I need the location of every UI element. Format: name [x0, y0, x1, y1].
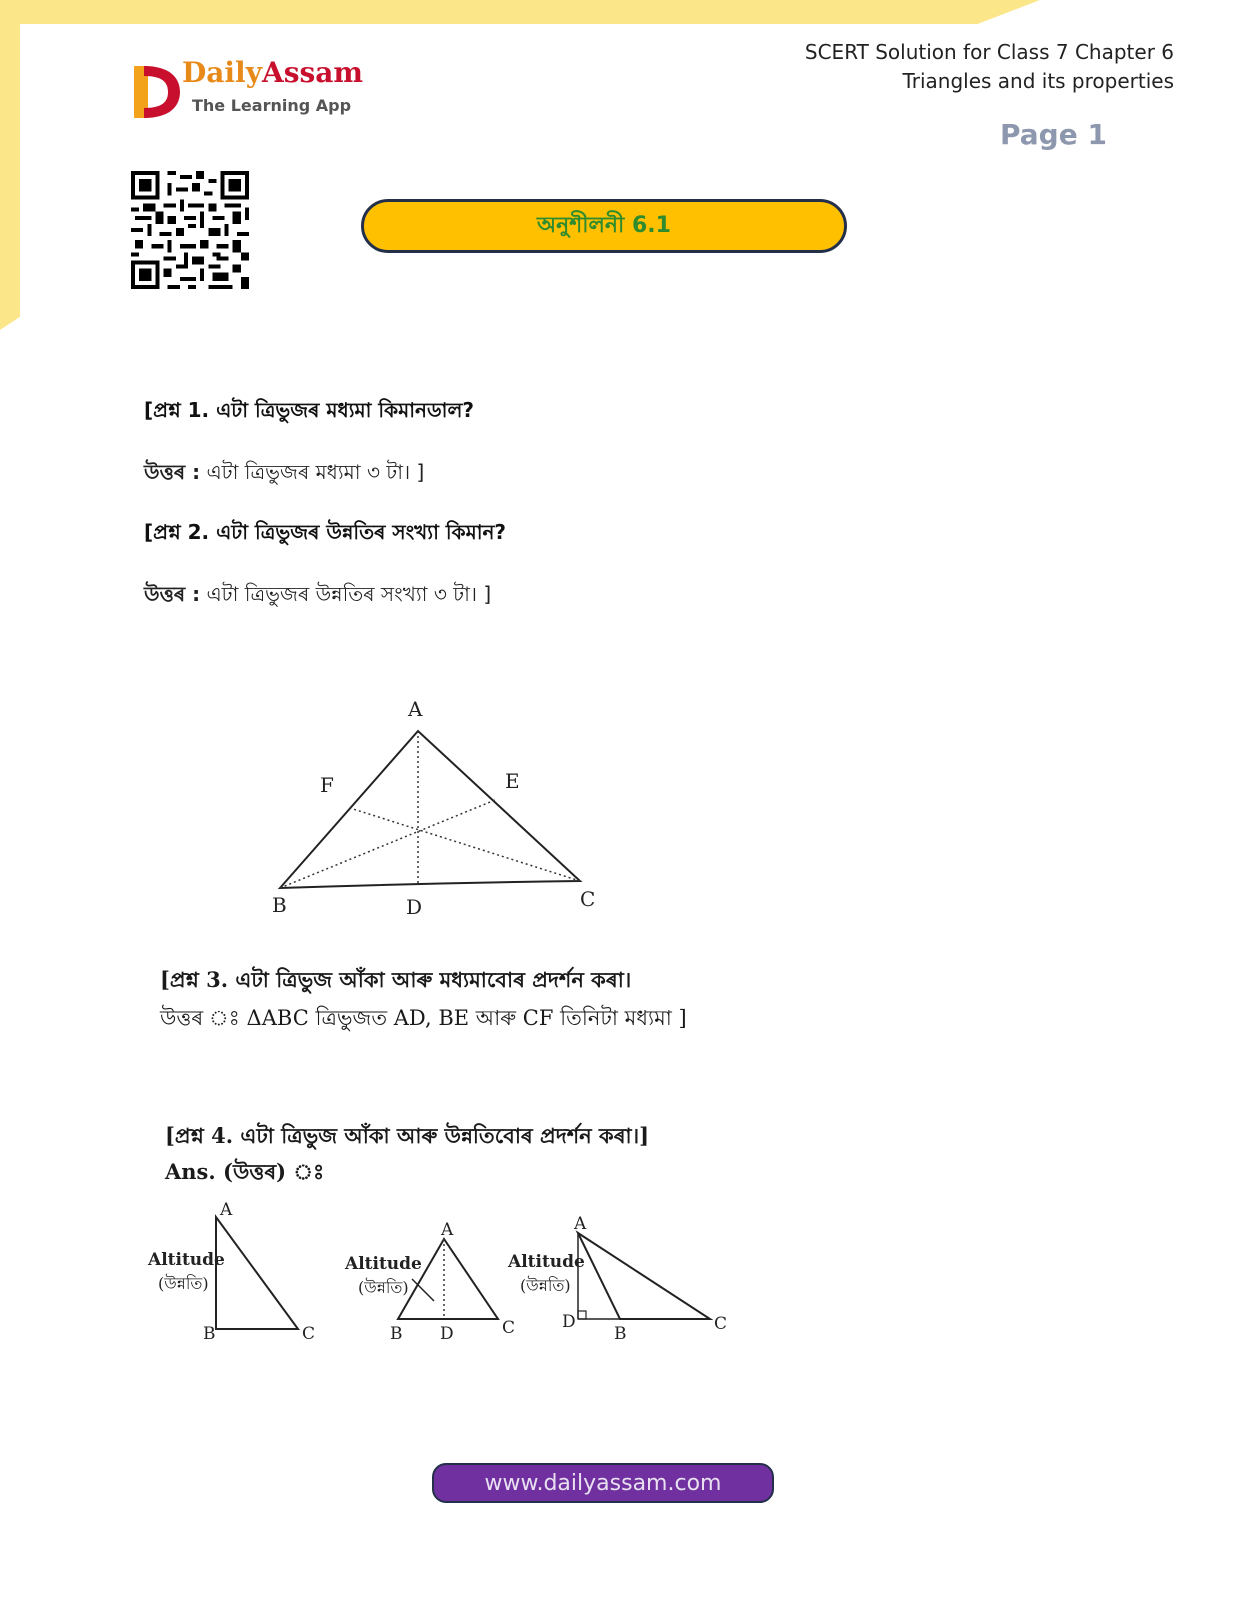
- svg-text:(উন্নতি): (উন্নতি): [358, 1278, 409, 1297]
- median-cf: [350, 808, 580, 881]
- svg-text:Altitude: Altitude: [345, 1254, 422, 1274]
- exercise-banner: অনুশীলনী 6.1: [361, 199, 847, 253]
- obtuse-triangle: [507, 1214, 727, 1344]
- svg-text:B: B: [203, 1324, 216, 1344]
- svg-text:C: C: [302, 1324, 316, 1344]
- label-e: E: [505, 769, 520, 793]
- acute-triangle: [344, 1220, 515, 1344]
- svg-text:D: D: [440, 1324, 454, 1344]
- page-number: Page 1: [1000, 118, 1107, 151]
- website-link[interactable]: www.dailyassam.com: [432, 1463, 774, 1503]
- svg-text:A: A: [574, 1214, 587, 1234]
- label-a: A: [408, 697, 423, 721]
- svg-text:B: B: [614, 1324, 627, 1344]
- qr-code-icon: [131, 171, 249, 289]
- triangle-medians-diagram: [150, 680, 670, 930]
- brand-tagline: The Learning App: [192, 96, 352, 115]
- median-be: [280, 800, 495, 888]
- daily-assam-logo-icon: [134, 62, 180, 120]
- answer-4-label: Ans. (উত্তৰ) ঃ: [165, 1159, 325, 1184]
- question-2: [প্রশ্ন 2. এটা ত্রিভুজৰ উন্নতিৰ সংখ্যা কিমান?: [144, 520, 507, 544]
- header-title-line1: SCERT Solution for Class 7 Chapter 6: [804, 40, 1174, 64]
- label-b: B: [272, 893, 287, 917]
- svg-text:(উন্নতি): (উন্নতি): [158, 1274, 209, 1293]
- answer-2: উত্তৰ : এটা ত্ৰিভুজৰ উন্নতিৰ সংখ্যা ৩ টা। ]: [144, 582, 492, 606]
- svg-text:B: B: [390, 1324, 403, 1344]
- svg-text:C: C: [502, 1318, 516, 1338]
- label-c: C: [580, 887, 596, 911]
- svg-text:A: A: [441, 1220, 454, 1240]
- svg-text:D: D: [562, 1312, 576, 1332]
- left-border-decoration: [0, 0, 20, 330]
- header-title-line2: Triangles and its properties: [902, 69, 1174, 93]
- label-f: F: [320, 773, 334, 797]
- svg-text:C: C: [714, 1314, 728, 1334]
- triangle-abc: [280, 731, 580, 888]
- label-d: D: [406, 895, 423, 919]
- question-4: [প্রশ্ন 4. এটা ত্রিভুজ আঁকা আৰু উন্নতিবোৰ প্ৰদৰ্শন কৰা।]: [165, 1123, 650, 1148]
- answer-3: উত্তৰ ঃ ΔABC ত্রিভুজত AD, BE আৰু CF তিনিটা মধ্যমা ]: [160, 1006, 687, 1030]
- svg-text:Altitude: Altitude: [508, 1252, 585, 1272]
- svg-text:Altitude: Altitude: [148, 1250, 225, 1270]
- svg-text:(উন্নতি): (উন্নতি): [520, 1276, 571, 1295]
- right-triangle: [147, 1200, 315, 1344]
- svg-text:A: A: [220, 1200, 233, 1220]
- question-3: [প্রশ্ন 3. এটা ত্রিভুজ আঁকা আৰু মধ্যমাবোৰ প্ৰদৰ্শন কৰা।: [160, 967, 632, 992]
- question-1: [প্রশ্ন 1. এটা ত্রিভুজৰ মধ্যমা কিমানডাল?: [144, 398, 474, 422]
- brand-name: DailyAssam: [182, 56, 363, 89]
- answer-1: উত্তৰ : এটা ত্ৰিভুজৰ মধ্যমা ৩ টা। ]: [144, 460, 425, 484]
- top-border-decoration: [0, 0, 1040, 24]
- altitude-triangles-diagram: [140, 1195, 740, 1355]
